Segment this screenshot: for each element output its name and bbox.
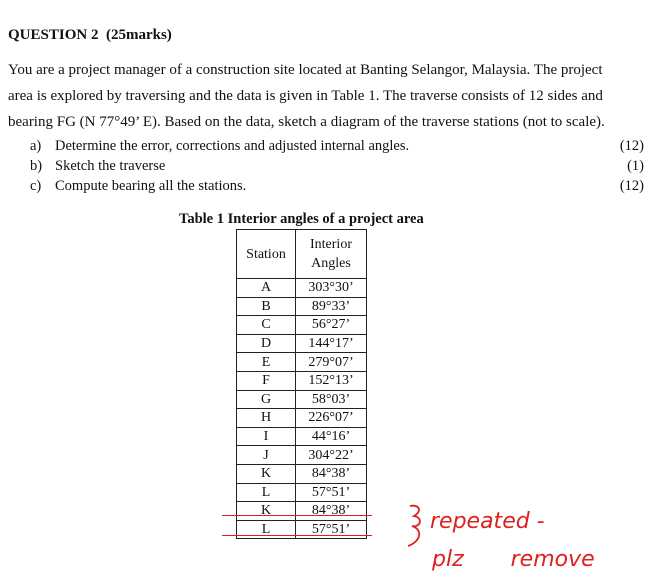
table-row (237, 297, 367, 316)
angle-cell: 56°27’ (296, 316, 367, 335)
paragraph-line: area is explored by traversing and the data is given in Table 1. The traverse consists of 12 sides and (8, 88, 603, 104)
angle-cell: 303°30’ (296, 279, 367, 298)
handwritten-annotation (400, 500, 660, 573)
question-title: QUESTION 2 (8, 27, 99, 43)
angle-cell: 226°07’ (296, 409, 367, 428)
angle-cell: 44°16’ (296, 427, 367, 446)
strikethrough-line (222, 535, 372, 536)
annotation-line-1: repeated - (430, 509, 545, 534)
station-header: Station (237, 230, 296, 279)
table-row (237, 279, 367, 298)
angle-cell: 58°03’ (296, 390, 367, 409)
item-text: Determine the error, corrections and adjusted internal angles. (55, 138, 410, 154)
question-paragraph (8, 57, 614, 135)
angle-cell: 144°17’ (296, 334, 367, 353)
table-row (237, 464, 367, 483)
table-row-repeated (237, 502, 367, 521)
angles-header-line: Angles (311, 256, 351, 271)
item-marks: (12) (619, 178, 644, 194)
station-cell: G (237, 390, 296, 409)
station-cell: B (237, 297, 296, 316)
brace-mark (408, 506, 420, 546)
table-row (237, 446, 367, 465)
station-cell: C (237, 316, 296, 335)
interior-angles-table (236, 229, 367, 539)
item-text: Compute bearing all the stations. (55, 178, 247, 194)
angle-cell: 152°13’ (296, 371, 367, 390)
table-row (237, 353, 367, 372)
station-cell: D (237, 334, 296, 353)
station-cell: I (237, 427, 296, 446)
paragraph-line: You are a project manager of a construction site located at Banting Selangor, Malaysia. The project (8, 62, 603, 78)
item-marks: (12) (619, 138, 644, 154)
station-cell: L (237, 483, 296, 502)
question-marks: (25marks) (105, 27, 172, 43)
table-row (237, 334, 367, 353)
station-cell: E (237, 353, 296, 372)
station-cell: J (237, 446, 296, 465)
angle-cell: 84°38’ (296, 502, 367, 521)
angle-cell: 89°33’ (296, 297, 367, 316)
table-row (237, 371, 367, 390)
angle-cell: 279°07’ (296, 353, 367, 372)
table-row (237, 483, 367, 502)
table-row (237, 316, 367, 335)
table-row (237, 390, 367, 409)
angle-cell: 304°22’ (296, 446, 367, 465)
question-item (30, 176, 644, 196)
angles-header-line: Interior (310, 237, 352, 252)
table-row (237, 409, 367, 428)
question-item (30, 136, 644, 156)
station-cell: A (237, 279, 296, 298)
angles-header (296, 230, 367, 279)
strikethrough-line (222, 515, 372, 516)
paragraph-line: bearing FG (N 77°49’ E). Based on the data, sketch a diagram of the traverse stations (not to scale). (8, 114, 605, 130)
item-label: c) (30, 178, 42, 194)
angle-cell: 57°51’ (296, 483, 367, 502)
table-caption: Table 1 Interior angles of a project area (179, 211, 424, 227)
angle-cell: 84°38’ (296, 464, 367, 483)
station-cell: H (237, 409, 296, 428)
item-text: Sketch the traverse (55, 158, 166, 174)
station-cell: L (237, 520, 296, 539)
station-cell: K (237, 502, 296, 521)
station-cell: F (237, 371, 296, 390)
handwritten-note-svg (400, 500, 660, 573)
table-header-row (237, 230, 367, 279)
item-label: b) (30, 158, 43, 174)
angle-cell: 57°51’ (296, 520, 367, 539)
annotation-line-2: plz remove (432, 547, 595, 572)
question-items (30, 136, 644, 196)
item-marks: (1) (627, 158, 644, 174)
station-cell: K (237, 464, 296, 483)
question-heading (8, 27, 172, 44)
item-label: a) (30, 138, 42, 154)
question-item (30, 156, 644, 176)
table-row (237, 427, 367, 446)
table-row-repeated (237, 520, 367, 539)
